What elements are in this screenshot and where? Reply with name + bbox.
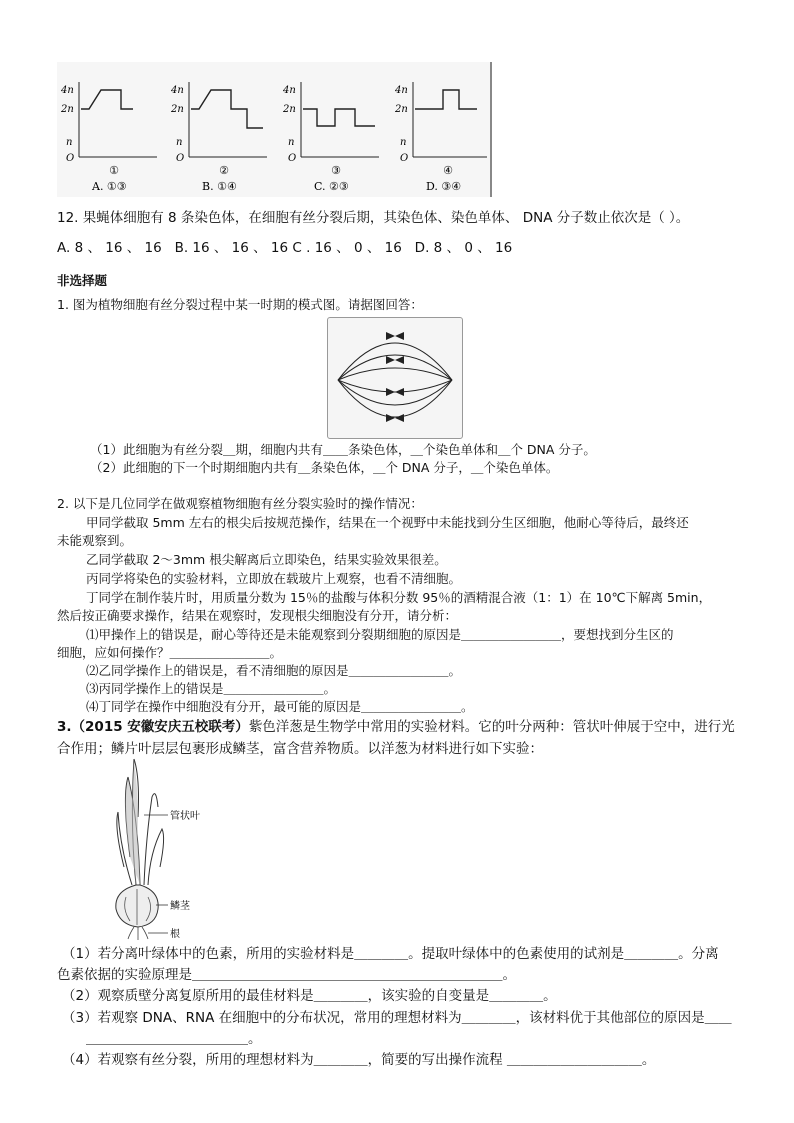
q2-sub4: ⑷丁同学在操作中细胞没有分开，最可能的原因是＿＿＿＿＿＿＿＿。 <box>86 699 474 714</box>
q3-sub1b: 色素依据的实验原理是＿＿＿＿＿＿＿＿＿＿＿＿＿＿＿＿＿＿＿＿＿＿＿。 <box>57 967 516 983</box>
cell-mitosis-diagram <box>328 318 462 438</box>
option-a: A. ①③ <box>92 180 127 193</box>
q12-options: A. 8 、 16 、 16 B. 16 、 16 、 16 C . 16 、 0 、 16 D. 8 、 0 、 16 <box>57 240 513 256</box>
section-title: 非选择题 <box>57 273 108 288</box>
onion-figure <box>100 757 230 942</box>
graph-strip-figure <box>57 62 492 197</box>
q2-sub1b: 细胞，应如何操作？＿＿＿＿＿＿＿＿。 <box>57 645 283 660</box>
q2-p2: 乙同学截取 2～3mm 根尖解离后立即染色，结果实验效果很差。 <box>86 552 447 567</box>
q3-line1 <box>57 717 735 737</box>
q2-p1a: 甲同学截取 5mm 左右的根尖后按规范操作，结果在一个视野中未能找到分生区细胞，他耐心等待后，最终还 <box>86 515 689 530</box>
svg-text:2n: 2n <box>283 104 296 115</box>
svg-text:n: n <box>176 137 183 148</box>
q2-p4b: 然后按正确要求操作，结果在观察时，发现根尖细胞没有分开，请分析： <box>57 608 458 623</box>
y-label-n: n <box>66 137 73 148</box>
option-d: D. ③④ <box>426 180 462 193</box>
svg-text:O: O <box>176 153 185 164</box>
origin-label: O <box>66 153 75 164</box>
q3-sub4: （4）若观察有丝分裂，所用的理想材料为＿＿＿＿，简要的写出操作流程 ＿＿＿＿＿＿＿＿＿＿。 <box>62 1052 656 1068</box>
q2-sub1a: ⑴甲操作上的错误是，耐心等待还是未能观察到分裂期细胞的原因是＿＿＿＿＿＿＿＿，要想找到分生区的 <box>86 627 674 642</box>
q2-sub3: ⑶丙同学操作上的错误是＿＿＿＿＿＿＿＿。 <box>86 681 337 696</box>
q3-intro-1: 紫色洋葱是生物学中常用的实验材料。它的叶分两种：管状叶伸展于空中，进行光 <box>248 719 735 735</box>
q2-p1b: 未能观察到。 <box>57 533 133 548</box>
q2-sub2: ⑵乙同学操作上的错误是，看不清细胞的原因是＿＿＿＿＿＿＿＿。 <box>86 663 462 678</box>
q3-sub2: （2）观察质壁分离复原所用的最佳材料是＿＿＿＿，该实验的自变量是＿＿＿＿。 <box>62 988 557 1004</box>
y-label-4n: 4n <box>61 85 74 96</box>
svg-text:2n: 2n <box>395 104 408 115</box>
graph-number-2: ② <box>219 164 229 177</box>
graph-number-4: ④ <box>443 164 453 177</box>
q12-stem: 12. 果蝇体细胞有 8 条染色体，在细胞有丝分裂后期，其染色体、染色单体、 DNA 分子数止依次是（ ）。 <box>57 210 690 226</box>
q2-stem: 2. 以下是几位同学在做观察植物细胞有丝分裂实验时的操作情况： <box>57 496 423 511</box>
q1-sub2: （2）此细胞的下一个时期细胞内共有＿条染色体，＿个 DNA 分子，＿个染色单体。 <box>90 460 559 475</box>
q2-p4a: 丁同学在制作装片时，用质量分数为 15％的盐酸与体积分数 95％的酒精混合液（1：1）在 10℃下解离 5min， <box>86 590 712 605</box>
spindle-figure <box>327 317 463 439</box>
q3-sub1a: （1）若分离叶绿体中的色素，所用的实验材料是＿＿＿＿。提取叶绿体中的色素使用的试剂是＿＿＿＿。分离 <box>62 946 719 962</box>
label-tubular-leaf: 管状叶 <box>170 811 200 822</box>
y-label-2n: 2n <box>61 104 74 115</box>
svg-text:n: n <box>400 137 407 148</box>
q2-p3: 丙同学将染色的实验材料，立即放在载玻片上观察，也看不清细胞。 <box>86 571 462 586</box>
svg-text:O: O <box>400 153 409 164</box>
svg-text:n: n <box>288 137 295 148</box>
svg-text:2n: 2n <box>171 104 184 115</box>
label-root: 根 <box>170 929 180 940</box>
label-bulb: 鳞茎 <box>170 901 190 912</box>
option-b: B. ①④ <box>202 180 237 193</box>
svg-text:4n: 4n <box>171 85 184 96</box>
option-c: C. ②③ <box>314 180 349 193</box>
q1-stem: 1. 图为植物细胞有丝分裂过程中某一时期的模式图。请据图回答： <box>57 297 423 312</box>
q3-number: 3. <box>57 719 72 735</box>
q3-sub3b: ＿＿＿＿＿＿＿＿＿＿＿＿。 <box>86 1031 262 1047</box>
graph-number-3: ③ <box>331 164 341 177</box>
onion-diagram <box>100 757 230 942</box>
svg-text:O: O <box>288 153 297 164</box>
q3-line2: 合作用；鳞片叶层层包裹形成鳞茎，富含营养物质。以洋葱为材料进行如下实验： <box>57 741 543 757</box>
svg-text:4n: 4n <box>283 85 296 96</box>
q3-source: （2015 安徽安庆五校联考） <box>71 719 249 735</box>
graph-number-1: ① <box>109 164 119 177</box>
chromosome-graphs <box>57 62 490 197</box>
svg-text:4n: 4n <box>395 85 408 96</box>
q1-sub1: （1）此细胞为有丝分裂＿期，细胞内共有＿＿条染色体，＿个染色单体和＿个 DNA 分子。 <box>90 442 596 457</box>
q3-sub3a: （3）若观察 DNA、RNA 在细胞中的分布状况，常用的理想材料为＿＿＿＿，该材料优于其他部位的原因是＿＿ <box>62 1010 732 1026</box>
